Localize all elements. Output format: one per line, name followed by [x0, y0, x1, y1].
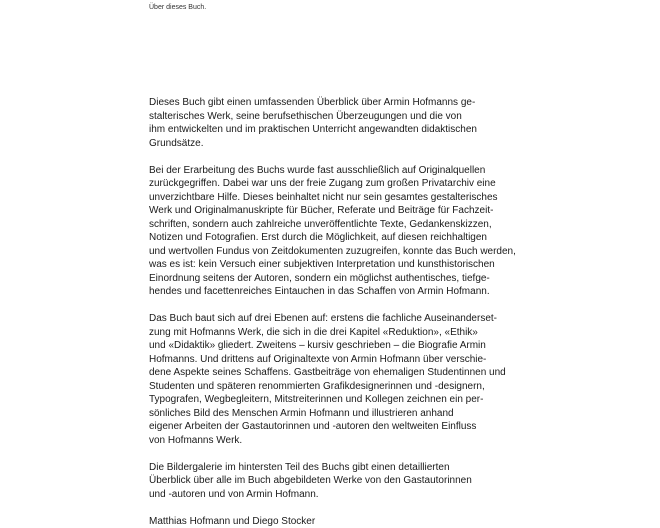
text-line: Bei der Erarbeitung des Buchs wurde fast ausschließlich auf Originalquellen: [149, 164, 486, 176]
paragraph-intro: [149, 96, 519, 150]
running-head: Über dieses Buch.: [149, 4, 207, 11]
text-line: von Hofmanns Werk.: [149, 434, 243, 446]
text-line: Hofmanns. Und drittens auf Originaltexte von Armin Hofmann über verschie-: [149, 353, 487, 365]
paragraph-gallery: [149, 461, 519, 502]
text-line: Typografen, Wegbegleitern, Mitstreiterinnen und Kollegen zeichnen ein per-: [149, 394, 484, 405]
text-line: Notizen und Fotografien. Erst durch die Möglichkeit, auf diesen reichhaltigen: [149, 232, 487, 243]
text-line: Grundsätze.: [149, 137, 204, 149]
text-line: Das Buch baut sich auf drei Ebenen auf: erstens die fachliche Auseinanderset-: [149, 313, 497, 324]
text-line: und «Didaktik» gliedert. Zweitens – kursiv geschrieben – die Biografie Armin: [149, 340, 486, 351]
paragraph-structure: [149, 312, 519, 447]
text-line: zurückgegriffen. Dabei war uns der freie Zugang zum großen Privatarchiv eine: [149, 178, 496, 189]
text-line: dene Aspekte seines Schaffens. Gastbeiträge von ehemaligen Studentinnen und: [149, 367, 506, 378]
text-line: zung mit Hofmanns Werk, die sich in die drei Kapitel «Reduktion», «Ethik»: [149, 326, 478, 338]
text-line: stalterisches Werk, seine berufsethischen Überzeugungen und die von: [149, 110, 462, 122]
text-line: hendes und facettenreiches Eintauchen in das Schaffen von Armin Hofmann.: [149, 286, 490, 297]
text-line: Einordnung seitens der Autoren, sondern ein möglichst authentisches, tiefge-: [149, 272, 490, 284]
text-line: eigener Arbeiten der Gastautorinnen und -autoren den weltweiten Einfluss: [149, 421, 477, 432]
paragraph-sources: [149, 164, 519, 299]
text-line: was es ist: kein Versuch einer subjektiven Interpretation und kunsthistorischen: [149, 259, 495, 270]
body-text: [149, 96, 519, 528]
text-line: Dieses Buch gibt einen umfassenden Überblick über Armin Hofmanns ge-: [149, 97, 476, 108]
text-line: und wertvollen Fundus von Zeitdokumenten zuzugreifen, konnte das Buch werden,: [149, 245, 516, 257]
text-line: Überblick über alle im Buch abgebildeten Werke von den Gastautorinnen: [149, 475, 472, 486]
text-line: Werk und Originalmanuskripte für Bücher, Referate und Beiträge für Fachzeit-: [149, 205, 494, 216]
text-line: sönliches Bild des Menschen Armin Hofmann und illustrieren anhand: [149, 407, 454, 419]
text-line: unverzichtbare Hilfe. Dieses beinhaltet nicht nur sein gesamtes gestalterisches: [149, 191, 498, 203]
text-line: schriften, sondern auch zahlreiche unveröffentlichte Texte, Gedankenskizzen,: [149, 218, 492, 230]
text-line: und -autoren und von Armin Hofmann.: [149, 488, 319, 500]
signature: Matthias Hofmann und Diego Stocker: [149, 515, 316, 527]
text-line: ihm entwickelten und im praktischen Unterricht angewandten didaktischen: [149, 124, 477, 135]
text-line: Die Bildergalerie im hintersten Teil des Buchs gibt einen detaillierten: [149, 461, 450, 473]
text-line: Studenten und späteren renommierten Grafikdesignerinnen und -designern,: [149, 380, 485, 392]
